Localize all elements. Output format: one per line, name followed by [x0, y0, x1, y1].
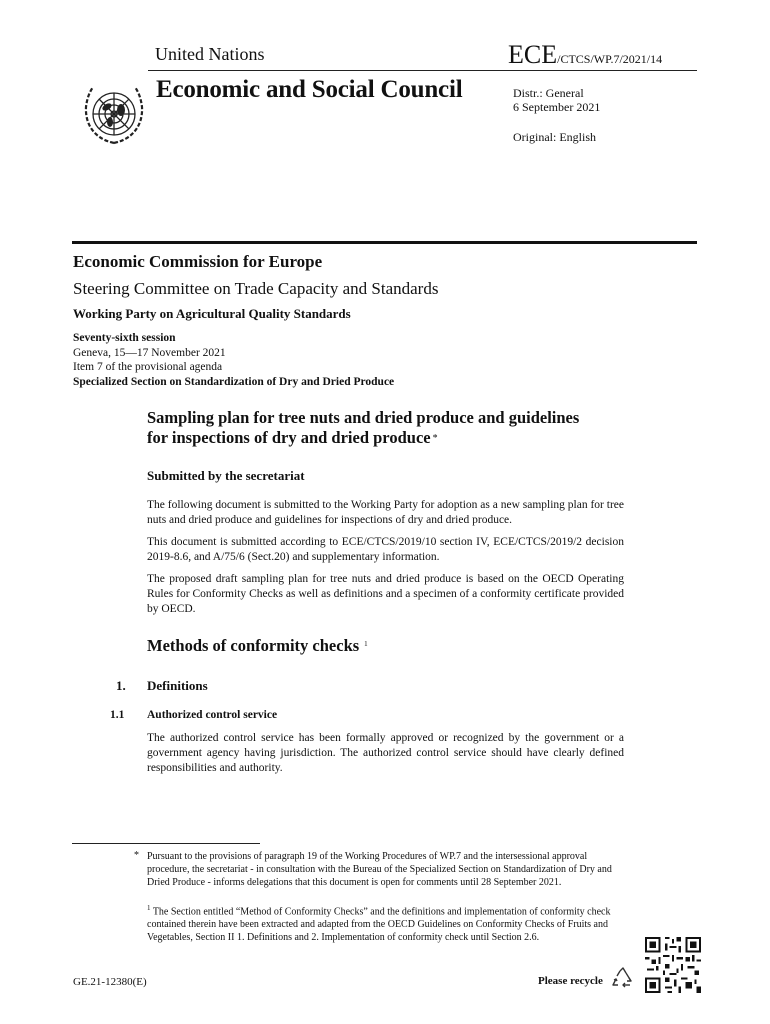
document-title: [147, 408, 667, 448]
paragraph-2: This document is submitted according to ECE/CTCS/2019/10 section IV, ECE/CTCS/2019/2 decision 2019-8.6, and A/75/6 (Sect.20) and supplementary information.: [147, 536, 624, 563]
paragraph-3: The proposed draft sampling plan for tree nuts and dried produce is based on the OECD Operating Rules for Conformity Checks as well as definitions and a specimen of a conformity certificate provided by OECD.: [147, 573, 624, 615]
document-symbol: [508, 40, 662, 70]
submitted-by: Submitted by the secretariat: [147, 468, 305, 483]
paragraph-1: The following document is submitted to the Working Party for adoption as a new sampling plan for tree nuts and dried produce and guidelines for inspections of dry and dried produce.: [147, 499, 624, 526]
session-name: Seventy-sixth session: [73, 332, 176, 344]
footnote-2-mark: 1: [147, 904, 151, 912]
original-language: Original: English: [513, 130, 596, 144]
working-party: Working Party on Agricultural Quality Standards: [73, 306, 351, 321]
methods-heading: [147, 636, 368, 656]
session-place-date: Geneva, 15—17 November 2021: [73, 346, 226, 359]
steering-committee: Steering Committee on Trade Capacity and Standards: [73, 279, 439, 298]
footnote-1: Pursuant to the provisions of paragraph 19 of the Working Procedures of WP.7 and the intersessional approval procedure, the secretariat - in consultation with the Bureau of the Specialized Section on Standardization of Dry and Dried Produce - informs delegations that this document is open for comments until 28 September 2021.: [147, 851, 612, 888]
section-1-1-title: Authorized control service: [147, 709, 278, 721]
qr-code-icon: [645, 937, 701, 993]
agenda-item: Item 7 of the provisional agenda: [73, 361, 223, 374]
specialized-section: Specialized Section on Standardization of Dry and Dried Produce: [73, 375, 395, 388]
methods-title: Methods of conformity checks: [147, 636, 360, 655]
footnote-2-text: The Section entitled “Method of Conformity Checks” and the definitions and implementation of conformity check contained therein have been extracted and adapted from the OECD Guidelines on Conformity Checks of Fruits and Vegetables, Section II 1. Definitions and 2. Implementation of conformity check until Section 2.6.: [147, 906, 611, 944]
footnote-1-mark: *: [134, 850, 139, 861]
distribution: Distr.: General: [513, 86, 584, 100]
un-emblem-icon: [77, 77, 151, 151]
section-1-number: 1.: [116, 678, 126, 693]
symbol-main: ECE: [508, 40, 558, 69]
section-1-title: Definitions: [147, 678, 208, 693]
symbol-rest: /CTCS/WP.7/2021/14: [557, 52, 663, 66]
org-name: United Nations: [155, 44, 265, 64]
footnote-rule: [72, 843, 260, 844]
recycle-label: Please recycle: [538, 975, 603, 987]
paragraph-4: The authorized control service has been formally approved or recognized by the government or a government agency having jurisdiction. The authorized control service should have clearly defined responsibilities and authority.: [147, 732, 624, 774]
title-line-2: for inspections of dry and dried produce: [147, 427, 431, 447]
council-title: Economic and Social Council: [156, 76, 463, 103]
masthead-rule: [72, 241, 697, 244]
session-info: [73, 331, 394, 389]
job-number: GE.21-12380(E): [73, 976, 147, 988]
section-1-1-number: 1.1: [110, 709, 125, 721]
recycle-icon: [610, 966, 636, 992]
title-line-1: Sampling plan for tree nuts and dried produce and guidelines: [147, 408, 580, 427]
footnote-2: [147, 902, 625, 944]
commission-name: Economic Commission for Europe: [73, 252, 323, 271]
methods-footnote-mark: 1: [364, 640, 368, 648]
title-footnote-mark: *: [432, 432, 438, 444]
document-date: 6 September 2021: [513, 100, 601, 114]
header-rule: [148, 70, 697, 71]
